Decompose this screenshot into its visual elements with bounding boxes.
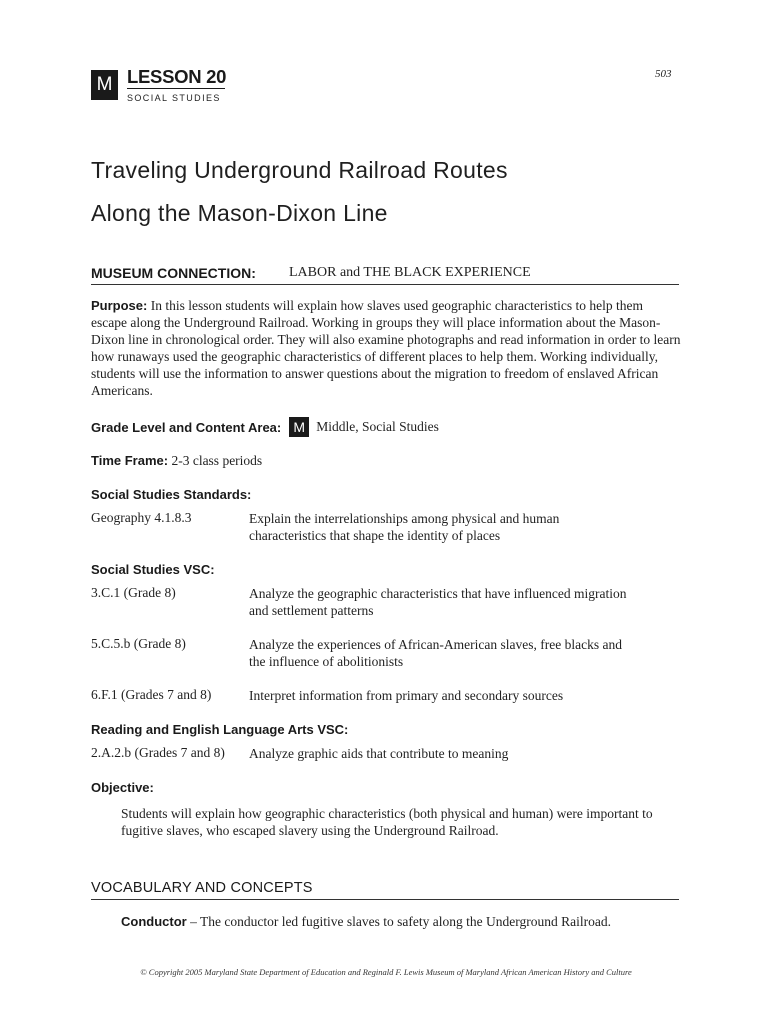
copyright-footer: © Copyright 2005 Maryland State Department of Education and Reginald F. Lewis Museum of Maryland African American History and Culture bbox=[140, 967, 632, 977]
grade-level-label: Grade Level and Content Area: bbox=[91, 419, 282, 435]
vocabulary-definition: – The conductor led fugitive slaves to safety along the Underground Railroad. bbox=[186, 914, 611, 929]
vsc-code: 6.F.1 (Grades 7 and 8) bbox=[91, 687, 212, 702]
time-frame-row bbox=[91, 453, 262, 469]
purpose-text: In this lesson students will explain how slaves used geographic characteristics to help them escape along the Underground Railroad. Working in groups they will place information about the Mason-Dixon line in chronological order. They will also examine photographs and read information in order to learn how runaways used the geographic characteristics of different places to help them. Working individually, students will use the information to answer questions about the migration to freedom of enslaved African Americans. bbox=[91, 298, 681, 398]
reading-vsc-code: 2.A.2.b (Grades 7 and 8) bbox=[91, 745, 225, 760]
vocabulary-heading: VOCABULARY AND CONCEPTS bbox=[91, 880, 313, 896]
grade-level-row bbox=[91, 417, 439, 437]
standards-heading: Social Studies Standards: bbox=[91, 487, 252, 502]
objective-text: Students will explain how geographic characteristics (both physical and human) were important to fugitive slaves, who escaped slavery using the Underground Railroad. bbox=[121, 806, 653, 838]
section-divider bbox=[91, 899, 679, 900]
page-number: 503 bbox=[655, 68, 672, 80]
grade-level-badge: M bbox=[289, 417, 309, 437]
standard-code: Geography 4.1.8.3 bbox=[91, 510, 192, 525]
purpose-paragraph bbox=[91, 297, 681, 399]
grade-level-value: Middle, Social Studies bbox=[316, 419, 439, 434]
vsc-code: 5.C.5.b (Grade 8) bbox=[91, 636, 186, 651]
lesson-subject: SOCIAL STUDIES bbox=[127, 93, 221, 103]
reading-vsc-description: Analyze graphic aids that contribute to meaning bbox=[249, 746, 509, 761]
reading-vsc-heading: Reading and English Language Arts VSC: bbox=[91, 722, 349, 737]
vocabulary-item bbox=[121, 914, 611, 930]
vsc-description: Analyze the geographic characteristics that have influenced migration and settlement patterns bbox=[249, 586, 627, 618]
objective-heading: Objective: bbox=[91, 780, 154, 795]
standard-description: Explain the interrelationships among physical and human characteristics that shape the identity of places bbox=[249, 511, 560, 543]
lesson-divider bbox=[127, 88, 225, 89]
lesson-level-badge: M bbox=[91, 70, 118, 100]
time-frame-label: Time Frame: bbox=[91, 453, 169, 468]
vocabulary-term: Conductor bbox=[121, 914, 187, 929]
vsc-code: 3.C.1 (Grade 8) bbox=[91, 585, 176, 600]
vsc-description: Analyze the experiences of African-American slaves, free blacks and the influence of abolitionists bbox=[249, 637, 622, 669]
museum-connection-label: MUSEUM CONNECTION: bbox=[91, 265, 256, 281]
lesson-number: LESSON 20 bbox=[127, 66, 227, 87]
time-frame-value: 2-3 class periods bbox=[171, 453, 263, 468]
page-title-line-2: Along the Mason-Dixon Line bbox=[91, 200, 388, 226]
museum-connection-value: LABOR and THE BLACK EXPERIENCE bbox=[289, 265, 531, 280]
vsc-heading: Social Studies VSC: bbox=[91, 562, 215, 577]
page-title-line-1: Traveling Underground Railroad Routes bbox=[91, 157, 508, 183]
purpose-label: Purpose: bbox=[91, 298, 148, 313]
vsc-description: Interpret information from primary and secondary sources bbox=[249, 688, 564, 703]
section-divider bbox=[91, 284, 679, 285]
